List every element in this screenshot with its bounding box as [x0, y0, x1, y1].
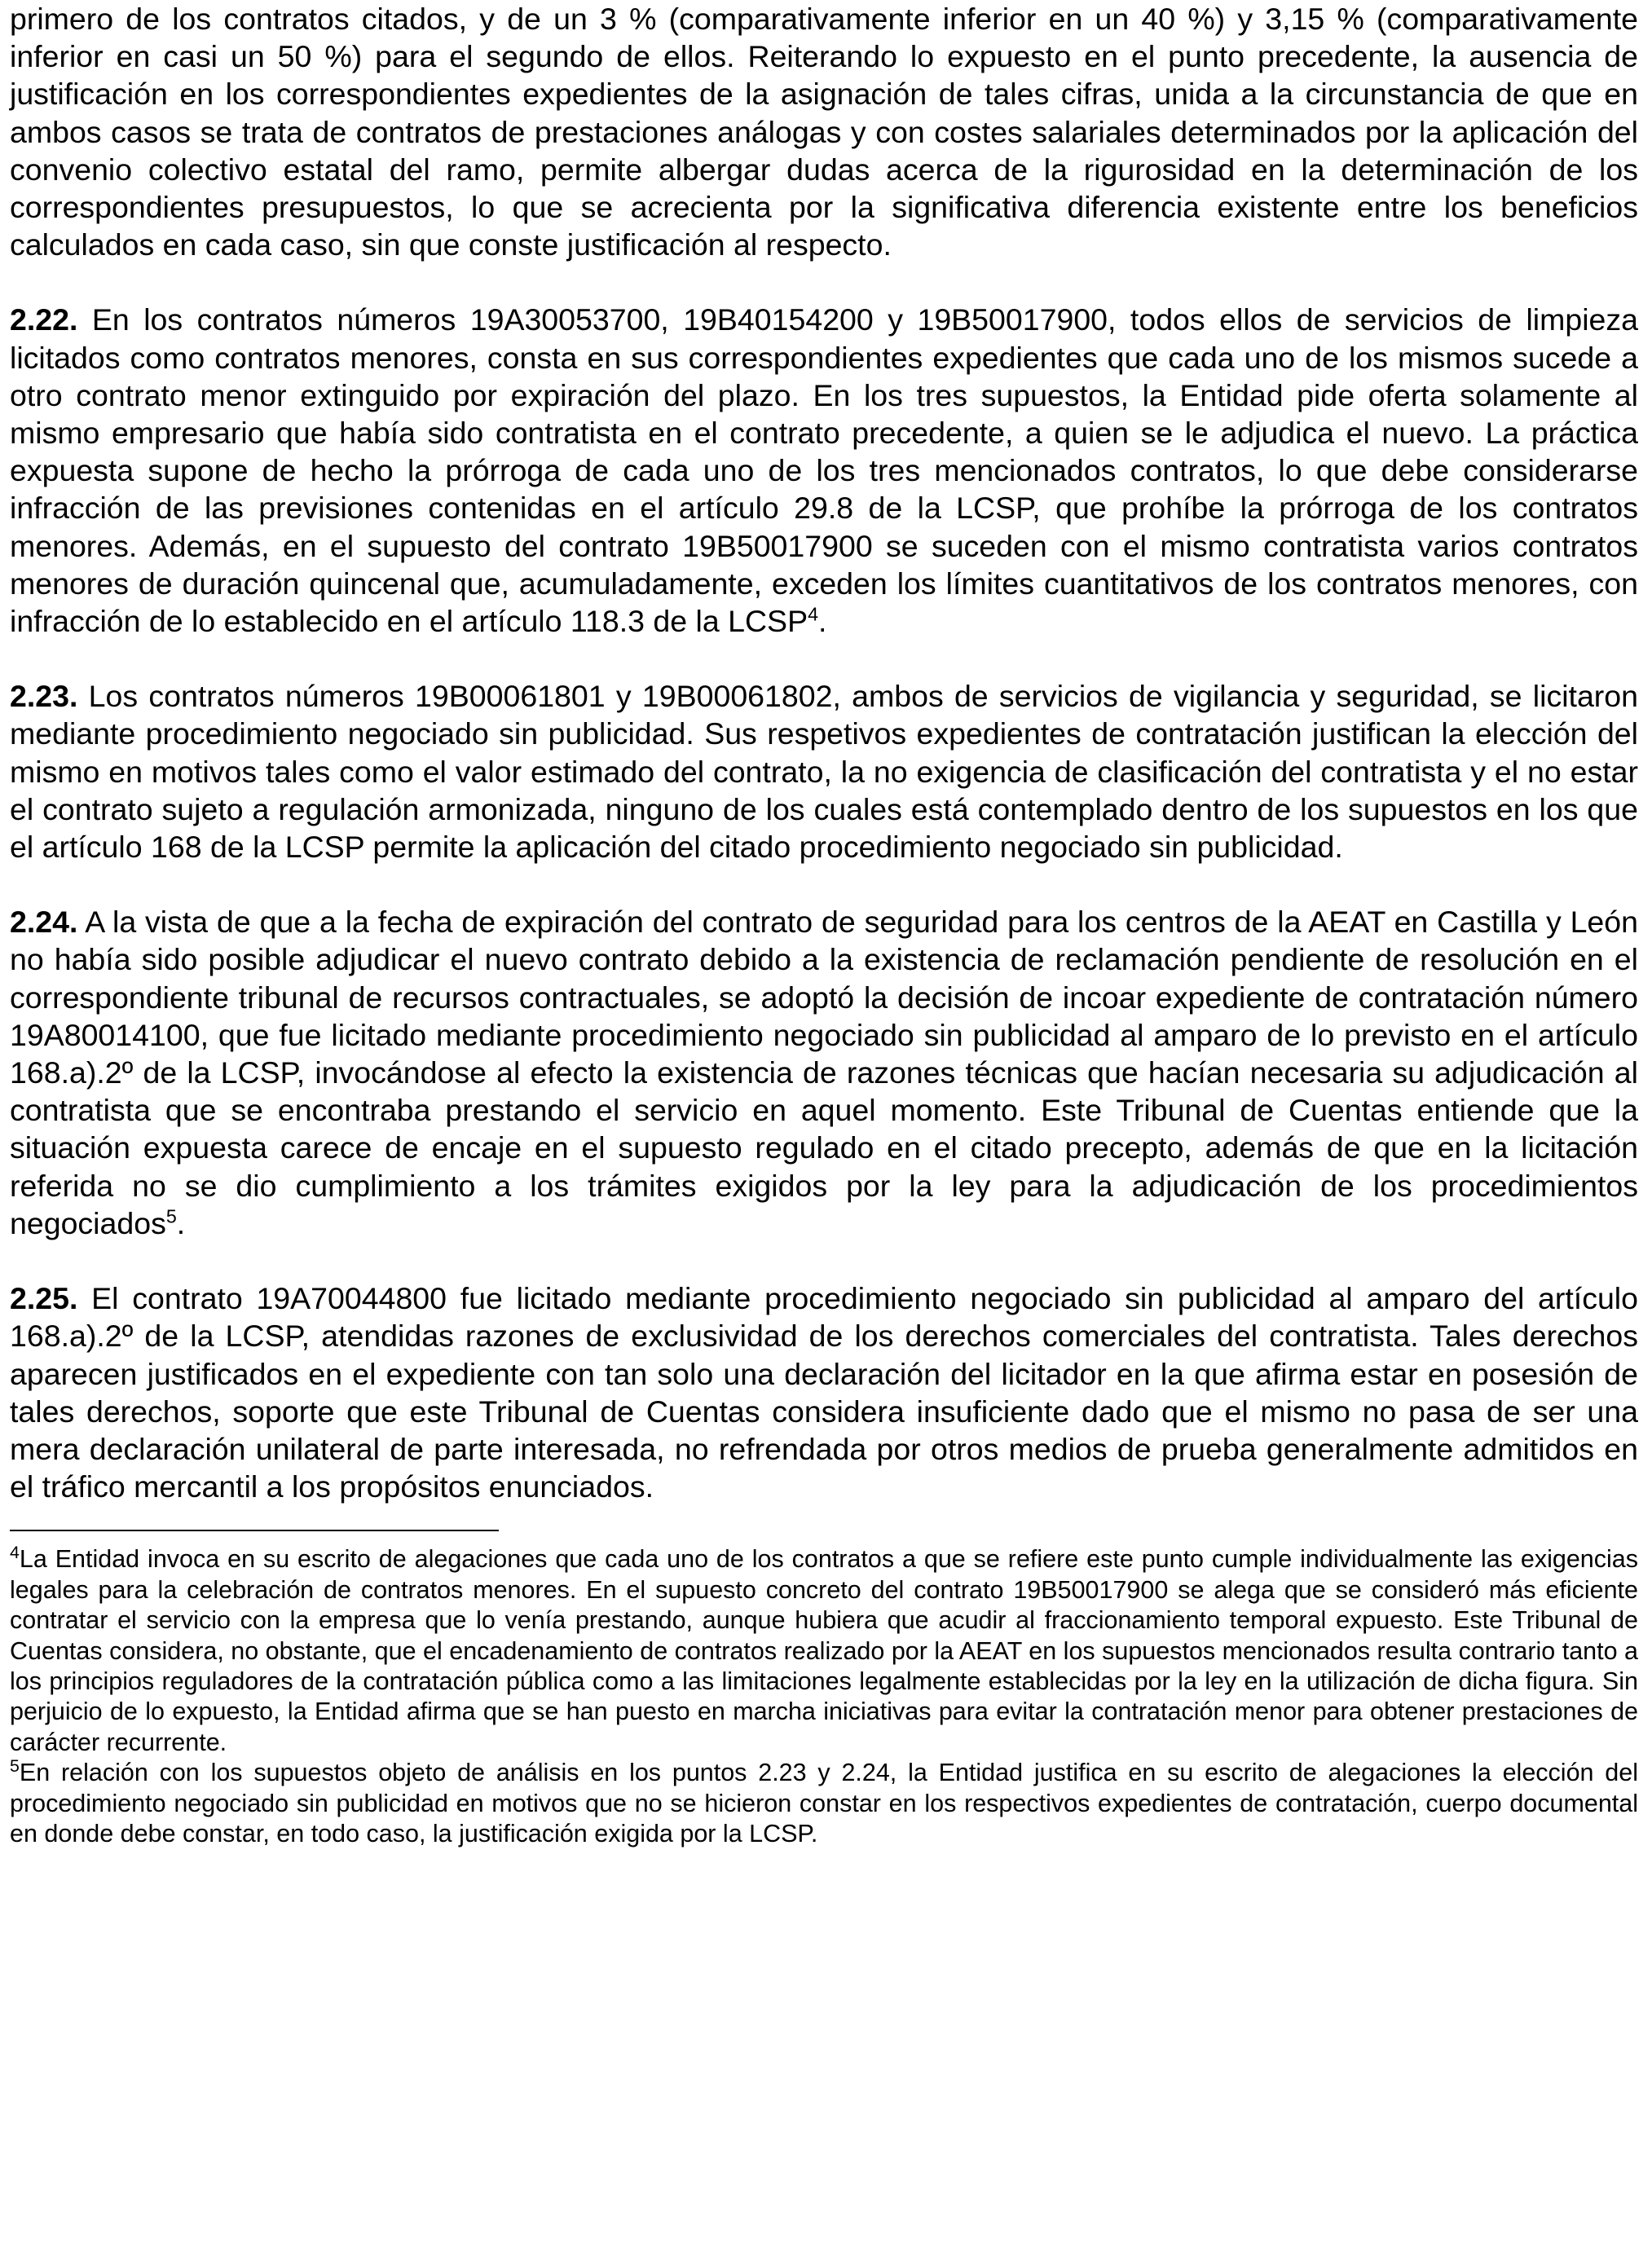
paragraph-2-24: [10, 903, 1638, 1242]
footnote-text: En relación con los supuestos objeto de análisis en los puntos 2.23 y 2.24, la Entidad justifica en su escrito de alegaciones la elección del procedimiento negociado sin publicidad en motivos que no se hicieron constar en los respectivos expedientes de contratación, cuerpo documental en donde debe constar, en todo caso, la justificación exigida por la LCSP.: [10, 1759, 1638, 1847]
footnote-separator: [10, 1530, 499, 1531]
paragraph-end: .: [818, 604, 827, 639]
paragraph-end: .: [176, 1205, 186, 1240]
paragraph-intro: [10, 0, 1638, 263]
paragraph-number: 2.25.: [10, 1281, 78, 1316]
paragraph-text: Los contratos números 19B00061801 y 19B00061802, ambos de servicios de vigilancia y seguridad, se licitaron mediante procedimiento negociado sin publicidad. Sus respetivos expedientes de contratación justifican la elección del mismo en motivos tales como el valor estimado del contrato, la no exigencia de clasificación del contratista y el no estar el contrato sujeto a regulación armonizada, ninguno de los cuales está contemplado dentro de los supuestos en los que el artículo 168 de la LCSP permite la aplicación del citado procedimiento negociado sin publicidad.: [10, 679, 1638, 865]
footnote-ref-5[interactable]: 5: [165, 1205, 177, 1227]
footnote-4: [10, 1544, 1638, 1758]
footnote-text: La Entidad invoca en su escrito de alegaciones que cada uno de los contratos a que se refiere este punto cumple individualmente las exigencias legales para la celebración de contratos menores. En el supuesto concreto del contrato 19B50017900 se alega que se consideró más eficiente contratar el servicio con la empresa que lo venía prestando, aunque hubiera que acudir al fraccionamiento temporal expuesto. Este Tribunal de Cuentas considera, no obstante, que el encadenamiento de contratos realizado por la AEAT en los supuestos mencionados resulta contrario tanto a los principios reguladores de la contratación pública como a las limitaciones legalmente establecidas por la ley en la utilización de dicha figura. Sin perjuicio de lo expuesto, la Entidad afirma que se han puesto en marcha iniciativas para evitar la contratación menor para obtener prestaciones de carácter recurrente.: [10, 1545, 1638, 1756]
footnote-mark: 5: [10, 1756, 20, 1776]
footnote-ref-4[interactable]: 4: [808, 603, 819, 625]
paragraph-2-25: [10, 1279, 1638, 1505]
paragraph-text: El contrato 19A70044800 fue licitado mediante procedimiento negociado sin publicidad al amparo del artículo 168.a).2º de la LCSP, atendidas razones de exclusividad de los derechos comerciales del contratista. Tales derechos aparecen justificados en el expediente con tan solo una declaración del licitador en la que afirma estar en posesión de tales derechos, soporte que este Tribunal de Cuentas considera insuficiente dado que el mismo no pasa de ser una mera declaración unilateral de parte interesada, no refrendada por otros medios de prueba generalmente admitidos en el tráfico mercantil a los propósitos enunciados.: [10, 1281, 1638, 1504]
paragraph-number: 2.24.: [10, 905, 78, 940]
paragraph-2-23: [10, 677, 1638, 865]
footnote-5: [10, 1758, 1638, 1849]
footnote-mark: 4: [10, 1543, 20, 1563]
paragraph-text: En los contratos números 19A30053700, 19B40154200 y 19B50017900, todos ellos de servicios de limpieza licitados como contratos menores, consta en sus correspondientes expedientes que cada uno de los mismos sucede a otro contrato menor extinguido por expiración del plazo. En los tres supuestos, la Entidad pide oferta solamente al mismo empresario que había sido contratista en el contrato precedente, a quien se le adjudica el nuevo. La práctica expuesta supone de hecho la prórroga de cada uno de los tres mencionados contratos, lo que debe considerarse infracción de las previsiones contenidas en el artículo 29.8 de la LCSP, que prohíbe la prórroga de los contratos menores. Además, en el supuesto del contrato 19B50017900 se suceden con el mismo contratista varios contratos menores de duración quincenal que, acumuladamente, exceden los límites cuantitativos de los contratos menores, con infracción de lo establecido en el artículo 118.3 de la LCSP: [10, 302, 1638, 639]
paragraph-2-22: [10, 301, 1638, 640]
paragraph-text: A la vista de que a la fecha de expiración del contrato de seguridad para los centros de la AEAT en Castilla y León no había sido posible adjudicar el nuevo contrato debido a la existencia de reclamación pendiente de resolución en el correspondiente tribunal de recursos contractuales, se adoptó la decisión de incoar expediente de contratación número 19A80014100, que fue licitado mediante procedimiento negociado sin publicidad al amparo de lo previsto en el artículo 168.a).2º de la LCSP, invocándose al efecto la existencia de razones técnicas que hacían necesaria su adjudicación al contratista que se encontraba prestando el servicio en aquel momento. Este Tribunal de Cuentas entiende que la situación expuesta carece de encaje en el supuesto regulado en el citado precepto, además de que en la licitación referida no se dio cumplimiento a los trámites exigidos por la ley para la adjudicación de los procedimientos negociados: [10, 905, 1638, 1240]
paragraph-number: 2.22.: [10, 302, 78, 337]
paragraph-intro-text: primero de los contratos citados, y de un 3 % (comparativamente inferior en un 40 %) y 3,15 % (comparativamente inferior en casi un 50 %) para el segundo de ellos. Reiterando lo expuesto en el punto precedente, la ausencia de justificación en los correspondientes expedientes de la asignación de tales cifras, unida a la circunstancia de que en ambos casos se trata de contratos de prestaciones análogas y con costes salariales determinados por la aplicación del convenio colectivo estatal del ramo, permite albergar dudas acerca de la rigurosidad en la determinación de los correspondientes presupuestos, lo que se acrecienta por la significativa diferencia existente entre los beneficios calculados en cada caso, sin que conste justificación al respecto.: [10, 2, 1638, 262]
paragraph-number: 2.23.: [10, 679, 78, 714]
document-page: [10, 0, 1638, 1849]
